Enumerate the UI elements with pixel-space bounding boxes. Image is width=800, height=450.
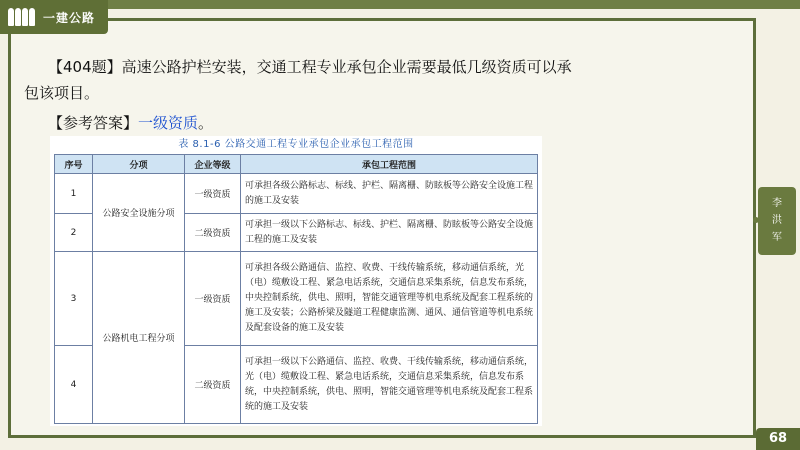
answer-value: 一级资质 bbox=[138, 114, 199, 132]
row-scope: 可承担各级公路标志、标线、护栏、隔离栅、防眩板等公路安全设施工程的施工及安装 bbox=[241, 174, 538, 214]
top-bar bbox=[0, 0, 800, 9]
author-tab bbox=[758, 187, 796, 255]
row-no: 4 bbox=[55, 346, 93, 424]
author-char: 李 bbox=[772, 198, 782, 209]
group-mechatronic: 公路机电工程分项 bbox=[93, 252, 185, 424]
author-char: 军 bbox=[772, 232, 782, 243]
row-no: 2 bbox=[55, 214, 93, 252]
question-line-2: 包该项目。 bbox=[24, 84, 100, 102]
row-level: 二级资质 bbox=[185, 214, 241, 252]
answer-suffix: 。 bbox=[198, 114, 214, 132]
question-line-1: 【404题】高速公路护栏安装，交通工程专业承包企业需要最低几级资质可以承 bbox=[48, 58, 572, 76]
header-level: 企业等级 bbox=[185, 155, 241, 174]
scope-table bbox=[54, 154, 538, 424]
answer-line bbox=[48, 112, 213, 133]
group-safety: 公路安全设施分项 bbox=[93, 174, 185, 252]
row-no: 3 bbox=[55, 252, 93, 346]
author-char: 洪 bbox=[772, 215, 782, 226]
header-no: 序号 bbox=[55, 155, 93, 174]
header-item: 分项 bbox=[93, 155, 185, 174]
row-scope: 可承担一级以下公路通信、监控、收费、干线传输系统，移动通信系统，光（电）缆敷设工程、紧急电话系统，交通信息采集系统，信息发布系统，中央控制系统，供电、照明，智能交通管理等机电系统及配套工程系统的施工及安装 bbox=[241, 346, 538, 424]
answer-prefix: 【参考答案】 bbox=[48, 114, 139, 132]
table-row bbox=[55, 174, 538, 214]
header-scope: 承包工程范围 bbox=[241, 155, 538, 174]
row-scope: 可承担一级以下公路标志、标线、护栏、隔离栅、防眩板等公路安全设施工程的施工及安装 bbox=[241, 214, 538, 252]
row-level: 二级资质 bbox=[185, 346, 241, 424]
logo-text: 一建公路 bbox=[43, 10, 96, 25]
table-header-row bbox=[55, 155, 538, 174]
table-row bbox=[55, 252, 538, 346]
page-number: 68 bbox=[756, 428, 800, 450]
row-level: 一级资质 bbox=[185, 252, 241, 346]
course-logo bbox=[0, 0, 108, 34]
row-scope: 可承担各级公路通信、监控、收费、干线传输系统，移动通信系统，光（电）缆敷设工程、紧急电话系统，交通信息采集系统，信息发布系统，中央控制系统，供电、照明，智能交通管理等机电系统及配套工程系统的施工及安装；公路桥梁及隧道工程健康监测、通风、通信管道等机电系统及配套设备的施工及安装 bbox=[241, 252, 538, 346]
row-no: 1 bbox=[55, 174, 93, 214]
scope-table-container bbox=[50, 136, 542, 426]
table-title: 表 8.1-6 公路交通工程专业承包企业承包工程范围 bbox=[178, 139, 414, 150]
people-icon bbox=[8, 8, 35, 26]
row-level: 一级资质 bbox=[185, 174, 241, 214]
